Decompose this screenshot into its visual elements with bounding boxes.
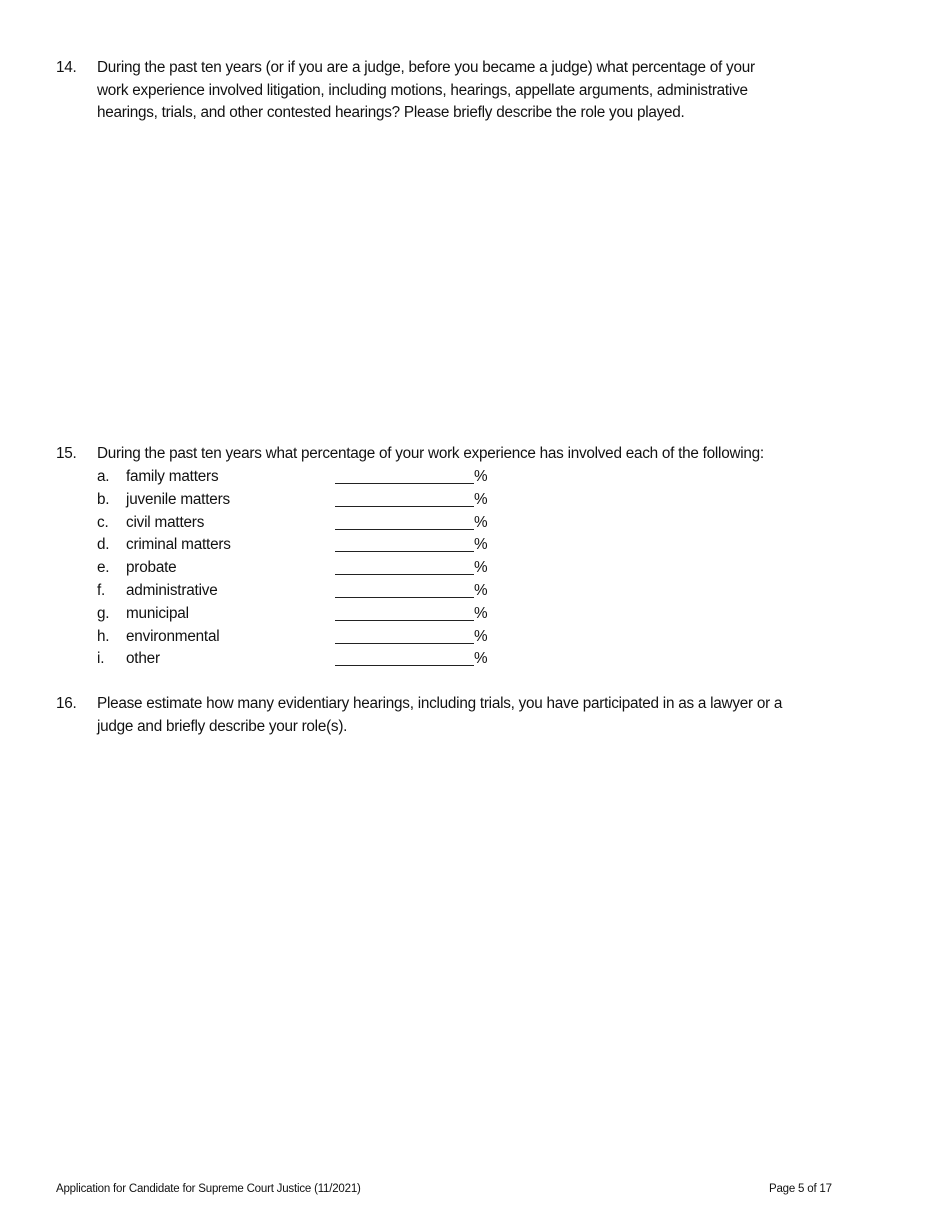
percentage-blank-field[interactable] [335, 650, 474, 666]
footer-title: Application for Candidate for Supreme Court Justice (11/2021) [56, 1183, 361, 1195]
question-text-line: During the past ten years (or if you are a judge, before you became a judge) what percentage of your [97, 59, 755, 76]
percent-sign: % [474, 604, 488, 622]
item-label: environmental [126, 627, 220, 645]
question-text-line: work experience involved litigation, including motions, hearings, appellate arguments, administrative [97, 81, 748, 99]
percentage-blank-field[interactable] [335, 559, 474, 575]
item-letter: f. [97, 582, 106, 599]
item-label: criminal matters [126, 536, 231, 554]
question-text-line: Please estimate how many evidentiary hearings, including trials, you have participated in as a lawyer or a [97, 695, 783, 712]
item-letter: a. [97, 468, 110, 485]
item-letter: b. [97, 490, 110, 508]
percent-sign: % [474, 490, 488, 508]
question-text-line: judge and briefly describe your role(s). [97, 717, 348, 735]
percentage-blank-field[interactable] [335, 468, 474, 484]
percent-sign: % [474, 468, 488, 485]
percent-sign: % [474, 559, 488, 577]
item-letter: i. [97, 650, 105, 668]
item-label: municipal [126, 604, 189, 622]
item-letter: g. [97, 604, 110, 622]
item-label: civil matters [126, 513, 205, 531]
question-number: 14. [56, 59, 77, 76]
question-number: 16. [56, 695, 77, 712]
percentage-blank-field[interactable] [335, 628, 474, 644]
item-label: probate [126, 559, 177, 577]
item-label: other [126, 650, 160, 668]
item-letter: e. [97, 559, 110, 577]
percent-sign: % [474, 650, 488, 668]
item-letter: h. [97, 627, 110, 645]
item-letter: d. [97, 536, 110, 554]
question-text-line: hearings, trials, and other contested hearings? Please briefly describe the role you played. [97, 104, 685, 121]
item-letter: c. [97, 513, 109, 531]
question-text-line: During the past ten years what percentage of your work experience has involved each of the following: [97, 445, 764, 462]
percent-sign: % [474, 582, 488, 599]
answer-area-16[interactable] [97, 750, 897, 1150]
question-number: 15. [56, 445, 77, 462]
answer-area-14[interactable] [97, 130, 897, 430]
percentage-blank-field[interactable] [335, 605, 474, 621]
percent-sign: % [474, 513, 488, 531]
percentage-blank-field[interactable] [335, 536, 474, 552]
item-label: family matters [126, 468, 219, 485]
item-label: administrative [126, 582, 218, 599]
percent-sign: % [474, 627, 488, 645]
percentage-blank-field[interactable] [335, 582, 474, 598]
percentage-blank-field[interactable] [335, 491, 474, 507]
footer-page-number: Page 5 of 17 [769, 1183, 832, 1195]
percentage-blank-field[interactable] [335, 514, 474, 530]
percent-sign: % [474, 536, 488, 554]
item-label: juvenile matters [126, 490, 230, 508]
